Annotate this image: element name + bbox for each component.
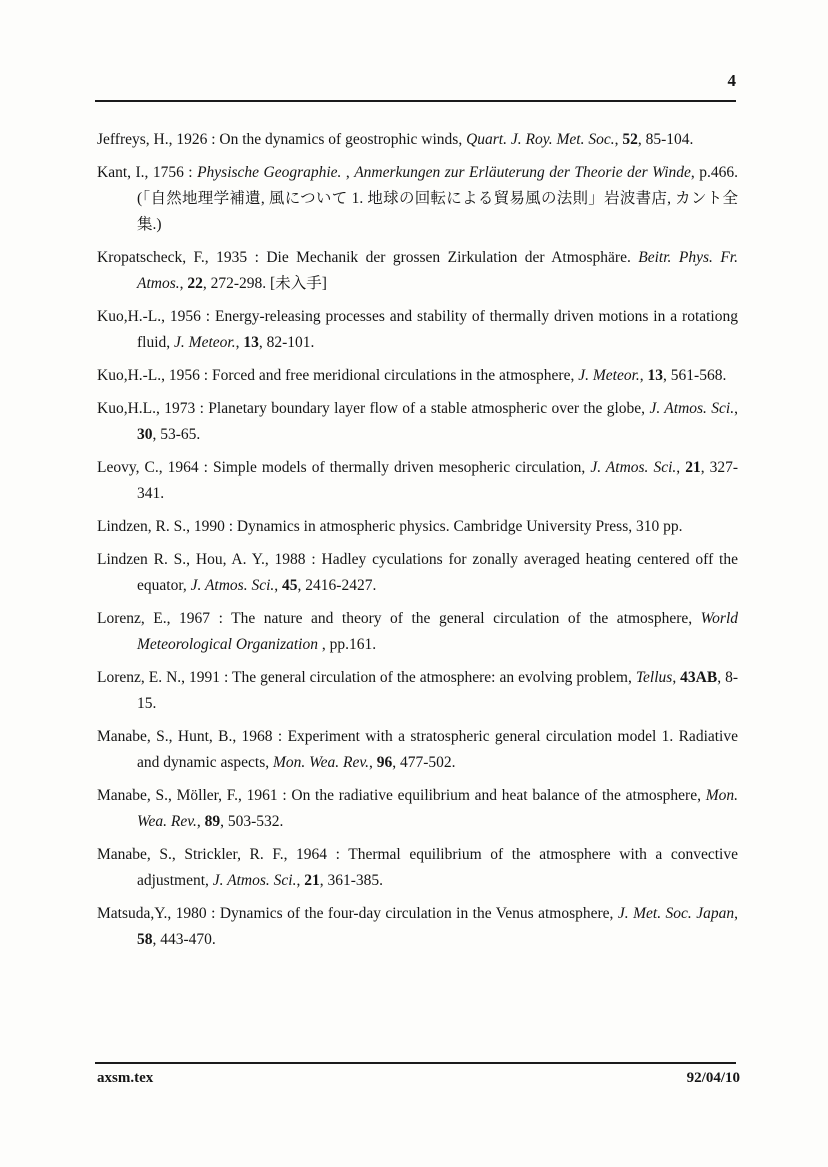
reference-entry xyxy=(97,396,738,448)
reference-text-roman: Jeffreys, H., 1926 : On the dynamics of geostrophic winds, xyxy=(97,131,467,148)
page-number: 4 xyxy=(727,71,736,90)
reference-text-roman: , xyxy=(345,164,355,181)
footer-date: 92/04/10 xyxy=(686,1070,740,1086)
reference-text-italic: Mon. Wea. Rev. xyxy=(273,754,369,771)
reference-entry xyxy=(97,363,738,389)
reference-entry xyxy=(97,606,738,658)
footer-rule xyxy=(95,1062,736,1064)
reference-entry xyxy=(97,783,738,835)
reference-text-roman: , 8-15. xyxy=(137,669,738,712)
reference-text-roman: , xyxy=(734,400,738,417)
reference-text-italic: J. Met. Soc. Japan xyxy=(617,905,735,922)
reference-entry xyxy=(97,127,738,153)
reference-text-roman: Lorenz, E. N., 1991 : The general circulation of the atmosphere: an evolving problem, xyxy=(97,669,636,686)
reference-text-roman: , xyxy=(369,754,377,771)
reference-text-italic: J. Atmos. Sci. xyxy=(649,400,735,417)
reference-text-roman: , xyxy=(734,905,738,922)
reference-text-roman: Kropatscheck, F., 1935 : Die Mechanik der grossen Zirkulation der Atmosphäre. xyxy=(97,249,639,266)
reference-text-roman: Matsuda,Y., 1980 : Dynamics of the four-day circulation in the Venus atmosphere, xyxy=(97,905,618,922)
reference-text-roman: , 503-532. xyxy=(220,813,284,830)
reference-text-roman: , 361-385. xyxy=(319,872,383,889)
reference-text-italic: Beitr. Phys. Fr. Atmos. xyxy=(137,249,738,292)
reference-text-bold: 52 xyxy=(622,131,638,148)
reference-text-roman: Manabe, S., Strickler, R. F., 1964 : Thermal equilibrium of the atmosphere with a convective adjustment, xyxy=(97,846,738,889)
reference-text-bold: 89 xyxy=(204,813,221,830)
reference-text-italic: J. Meteor. xyxy=(174,334,236,351)
reference-entry xyxy=(97,665,738,717)
reference-text-italic: J. Atmos. Sci. xyxy=(590,459,677,476)
reference-text-roman: , xyxy=(639,367,648,384)
reference-text-roman: , 2416-2427. xyxy=(297,577,377,594)
reference-text-roman: , xyxy=(235,334,244,351)
reference-text-roman: , 443-470. xyxy=(152,931,216,948)
reference-text-italic: Tellus xyxy=(635,669,673,686)
reference-text-roman: Manabe, S., Möller, F., 1961 : On the radiative equilibrium and heat balance of the atmosphere, xyxy=(97,787,706,804)
reference-text-bold: 58 xyxy=(137,931,153,948)
reference-text-italic: Quart. J. Roy. Met. Soc. xyxy=(466,131,615,148)
reference-text-roman: , 327-341. xyxy=(137,459,738,502)
reference-text-bold: 21 xyxy=(685,459,701,476)
reference-text-roman: , 82-101. xyxy=(258,334,315,351)
reference-text-roman: , xyxy=(296,872,305,889)
reference-text-bold: 30 xyxy=(137,426,153,443)
reference-text-roman: , 53-65. xyxy=(152,426,201,443)
reference-text-bold: 45 xyxy=(282,577,298,594)
reference-text-roman: , xyxy=(179,275,188,292)
reference-text-roman: , 477-502. xyxy=(392,754,456,771)
reference-text-roman: Kuo,H.-L., 1956 : Energy-releasing processes and stability of thermally driven motions in a rotationg fluid, xyxy=(97,308,738,351)
reference-text-roman: , p.466. (「自然地理学補遺, 風について 1. 地球の回転による貿易風の法則」岩波書店, カント全集.) xyxy=(137,164,739,233)
reference-text-roman: , xyxy=(614,131,623,148)
reference-text-italic: J. Atmos. Sci. xyxy=(212,872,297,889)
reference-text-bold: 13 xyxy=(243,334,259,351)
reference-text-roman: Kuo,H.L., 1973 : Planetary boundary layer flow of a stable atmospheric over the globe, xyxy=(97,400,650,417)
reference-text-roman: , xyxy=(196,813,205,830)
reference-text-italic: Physische Geographie. xyxy=(197,164,346,181)
reference-text-italic: J. Meteor. xyxy=(578,367,640,384)
reference-text-italic: Mon. Wea. Rev. xyxy=(137,787,738,830)
reference-text-italic: World Meteorological Organization xyxy=(137,610,738,653)
reference-text-roman: Kant, I., 1756 : xyxy=(97,164,198,181)
reference-text-bold: 21 xyxy=(304,872,320,889)
reference-entry xyxy=(97,304,738,356)
reference-text-roman: , xyxy=(274,577,283,594)
reference-text-bold: 22 xyxy=(187,275,203,292)
reference-text-roman: Kuo,H.-L., 1956 : Forced and free meridional circulations in the atmosphere, xyxy=(97,367,579,384)
reference-text-roman: , pp.161. xyxy=(321,636,377,653)
reference-text-roman: Lorenz, E., 1967 : The nature and theory of the general circulation of the atmosphere, xyxy=(97,610,701,627)
reference-entry xyxy=(97,455,738,507)
reference-text-roman: , 561-568. xyxy=(663,367,727,384)
reference-entry xyxy=(97,514,738,540)
reference-entry xyxy=(97,547,738,599)
reference-text-roman: , xyxy=(676,459,686,476)
reference-text-roman: Lindzen R. S., Hou, A. Y., 1988 : Hadley cyculations for zonally averaged heating centered off the equator, xyxy=(97,551,738,594)
reference-list xyxy=(97,127,738,960)
reference-text-bold: 43AB xyxy=(680,669,718,686)
reference-text-roman: , xyxy=(672,669,681,686)
footer-filename: axsm.tex xyxy=(97,1070,154,1086)
reference-text-roman: Leovy, C., 1964 : Simple models of thermally driven mesopheric circulation, xyxy=(97,459,591,476)
reference-text-roman: Lindzen, R. S., 1990 : Dynamics in atmospheric physics. Cambridge University Press, 310 pp. xyxy=(97,518,683,535)
reference-text-bold: 13 xyxy=(647,367,664,384)
reference-text-italic: Anmerkungen zur Erläuterung der Theorie der Winde xyxy=(354,164,691,181)
header-rule xyxy=(95,100,736,102)
reference-entry xyxy=(97,245,738,297)
reference-entry xyxy=(97,724,738,776)
reference-entry xyxy=(97,901,738,953)
reference-text-roman: , 272-298. [未入手] xyxy=(202,275,327,292)
reference-text-italic: J. Atmos. Sci. xyxy=(190,577,275,594)
reference-entry xyxy=(97,160,738,238)
reference-text-bold: 96 xyxy=(376,754,393,771)
reference-text-roman: Manabe, S., Hunt, B., 1968 : Experiment with a stratospheric general circulation model 1. Radiative and dynamic aspects, xyxy=(97,728,738,771)
reference-entry xyxy=(97,842,738,894)
reference-text-roman: , 85-104. xyxy=(637,131,694,148)
